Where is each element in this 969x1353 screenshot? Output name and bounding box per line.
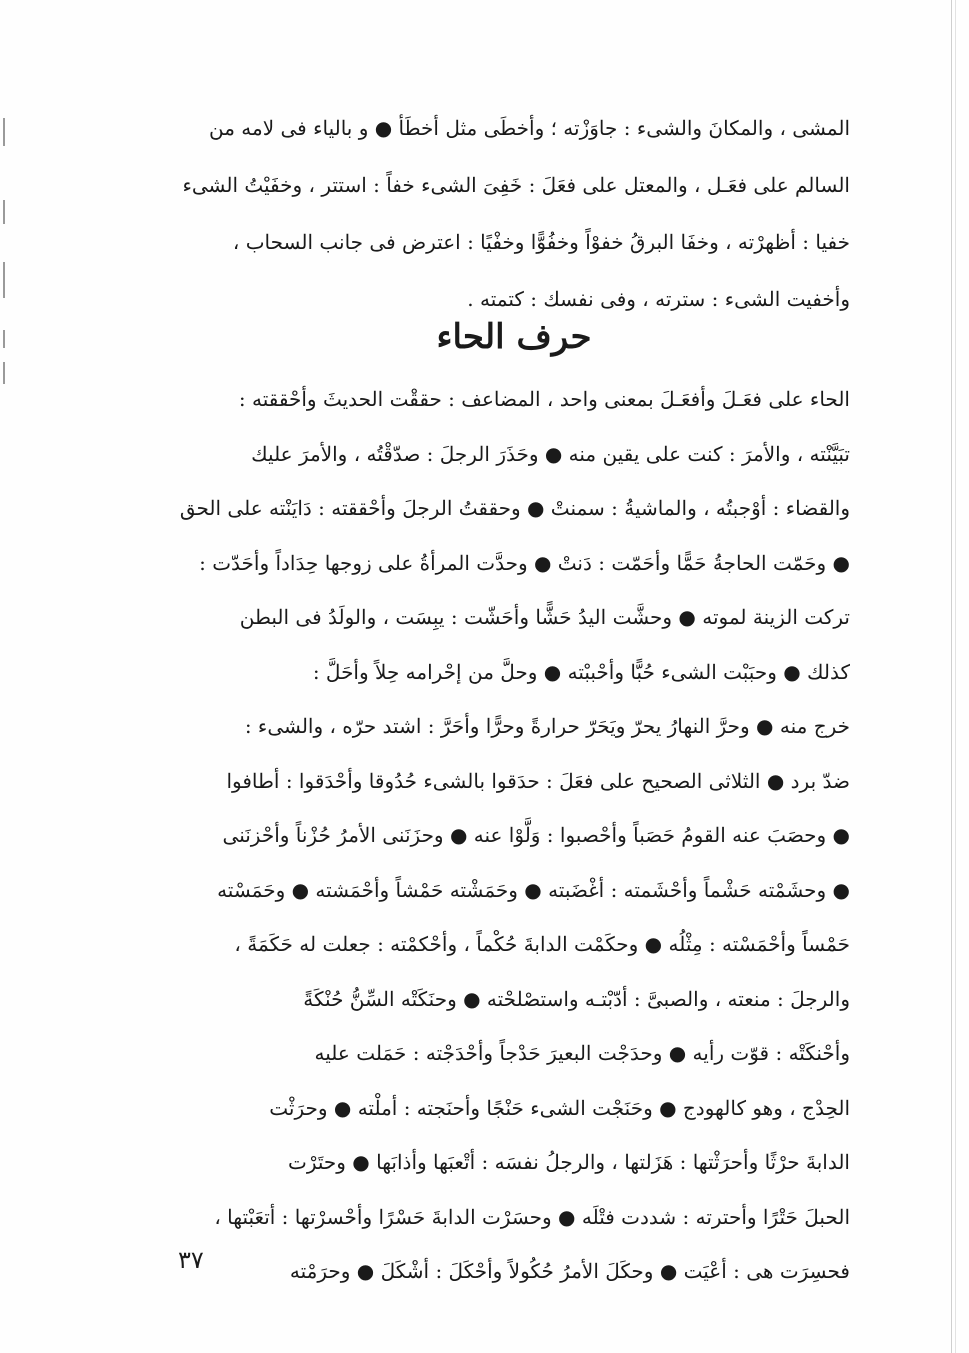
main-paragraph	[178, 372, 850, 1299]
text-line: ● وحَمّت الحاجةُ حَمًّا وأحَمّت : دَنتْ ● وحدَّت المرأةُ على زوجها حِدَاداً وأحَدّت :	[199, 550, 850, 575]
top-paragraph	[178, 100, 850, 328]
left-edge-mark	[3, 200, 5, 224]
text-line: الحاء على فعَـلَ وأفعَـلَ بمعنى واحد ، المضاعف : حققْت الحديثَ وأحْققته :	[238, 387, 850, 411]
text-line: الدابةَ حرْثًا وأحرَثْتها : هَزَلتها ، والرجلُ نفسَه : أتْعبَها وأذابَها ● وحتَرْت	[288, 1150, 850, 1174]
left-edge-mark	[3, 330, 5, 348]
left-edge-mark	[3, 118, 5, 146]
text-line: فحسِرَت هى : أعْيَت ● وحكَلَ الأمرُ حُكُولاً وأحْكَلَ : أشْكَلَ ● وحرَمْته	[289, 1259, 850, 1283]
page-number: ٣٧	[178, 1246, 204, 1274]
text-line: المشى ، والمكانَ والشىء : جاوَزْته ؛ وأخطَى مثل أخطَأ ● و بالياء فى لامه من	[209, 116, 850, 140]
text-line: ● وحصَبَ عنه القومُ حَصَباً وأحْصبوا : وَلَّوْا عنه ● وحزَنَنى الأمرُ حُزْناً وأحْزنَنى	[222, 823, 850, 847]
text-line: وأحْنكَتْه : قوّت رأيه ● وحدَجْت البعيرَ حَدْجاً وأحْدَجْته : حَمَلت عليه	[314, 1041, 850, 1065]
text-line: السالم على فعَـل ، والمعتل على فعَلَ : خَفِىَ الشىء خفاً : استتر ، وخفَيْتُ الشىء	[182, 173, 850, 197]
text-line: والقضاء : أوْجبتُه ، والماشيةُ : سمنتْ ● وحققتُ الرجلَ وأحْققته : دَايَنْته على الحق	[179, 496, 850, 520]
text-line: خرج منه ● وحرَّ النهارُ يحرّ ويَحَرّ حرارةً وحرًّا وأحَرَّ : اشتد حرّه ، والشىء :	[244, 714, 850, 738]
text-line: الحبلَ حَتْرًا وأحترته : شددت فتْلَه ● وحسَرْت الدابةَ حَسْرًا وأحْسرْتها : أتعَبْتها ،	[214, 1204, 850, 1229]
text-line: الحِدْج ، وهو كالهودج ● وحَنَجْت الشىء حَنْجًا وأحنَجته : أملْته ● وحرَثْت	[269, 1095, 850, 1120]
left-edge-mark	[3, 362, 5, 384]
text-line: خفيا : أظهرْته ، وخفَا البرقُ خفوْاً وخفُوًّا وخفْيًا : اعترض فى جانب السحاب ،	[232, 230, 850, 254]
section-heading: حرف الحاء	[436, 317, 592, 357]
text-line: وأخفيت الشىء : سترته ، وفى نفسك : كتمته .	[467, 287, 850, 311]
text-line: ضدّ برد ● الثلاثى الصحيح على فعَلَ : حدَقوا بالشىء حُدُوقا وأحْدَقوا : أطافوا	[226, 768, 850, 793]
text-line: ● وحشَمْته حَشْماً وأحْشَمته : أغْضَبته ● وحَمَشْته حَمْشاً وأحْمَشته ● وحَمَسْته	[217, 877, 850, 902]
left-edge-mark	[3, 262, 5, 298]
text-line: حَمْساً وأحْمَسْته : مِثْلُه ● وحكَمْت الدابةَ حُكْماً ، وأحْكمْته : جعلت له حَكَمَةً ،	[234, 932, 850, 956]
text-line: تبَيَّنْته ، والأمرَ : كنت على يقين منه ● وحَذَرَ الرجلَ : صدّقْتُه ، والأمرَ عليك	[251, 441, 850, 466]
binding-edge-line-secondary	[955, 0, 956, 1353]
binding-edge-line	[951, 0, 952, 1353]
text-line: والرجلَ : منعته ، والصبىَّ : أدّبْتـه واستصْلحْته ● وحنَكَتْه السِّنُّ حُنْكَةً	[303, 986, 850, 1011]
text-line: كذلك ● وحبَبْت الشىء حُبًّا وأحْببْته ● وحلَّ من إحْرامه حِلاً وأحَلَّ :	[312, 659, 850, 684]
text-line: تركت الزينة لموته ● وحشَّت اليدُ حَشًّا وأحَشّت : يبِسَت ، والولَدُ فى البطن	[239, 605, 850, 629]
